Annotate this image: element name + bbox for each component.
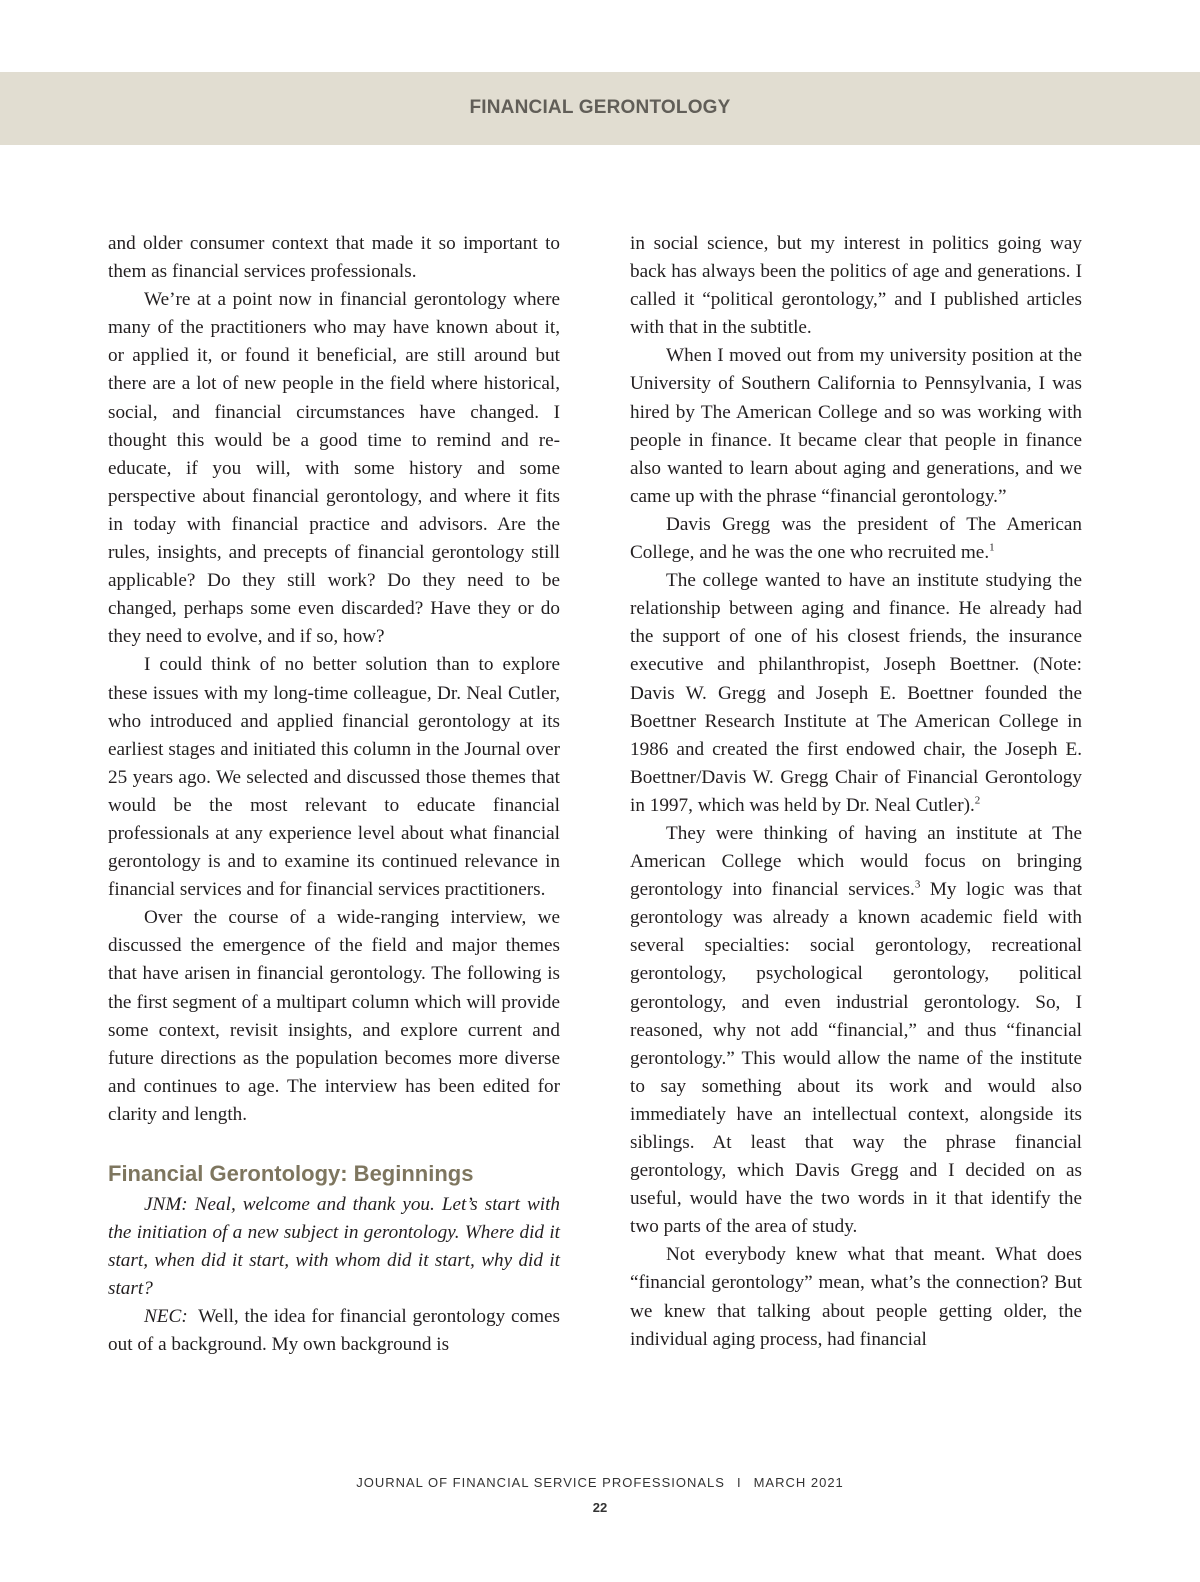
paragraph (630, 567, 1082, 820)
paragraph: and older consumer context that made it so important to them as financial services professionals. (108, 233, 560, 283)
left-column (108, 230, 560, 1360)
answer-text: Well, the idea for financial gerontology comes out of a background. My own background is (108, 1306, 560, 1356)
paragraph: in social science, but my interest in politics going way back has always been the politics of age and generations. I called it “political gerontology,” and I published articles with that in the subtitle. (630, 233, 1082, 339)
running-header: FINANCIAL GERONTOLOGY (469, 97, 731, 118)
paragraph-text: The college wanted to have an institute studying the relationship between aging and finance. He already had the support of one of his closest friends, the insurance executive and philanthropist, Joseph Boettner. (Note: Davis W. Gregg and Joseph E. Boettner founded the Boettner Research Institute at The American College in 1986 and created the first endowed chair, the Joseph E. Boettner/Davis W. Gregg Chair of Financial Gerontology in 1997, which was held by Dr. Neal Cutler). (630, 570, 1082, 816)
footer-separator: I (736, 1475, 742, 1490)
paragraph-text: My logic was that gerontology was already a known academic field with several specialties: social gerontology, recreational gerontology, psychological gerontology, political gerontology, and even industrial gerontology. So, I reasoned, why not add “financial,” and thus “financial gerontology.” This would allow the name of the institute to say something about its work and would also immediately have an intellectual context, alongside its siblings. At least that way the phrase financial gerontology, which Davis Gregg and I decided on as useful, would have the two words in it that identify the two parts of the area of study. (630, 879, 1082, 1238)
paragraph: I could think of no better solution than to explore these issues with my long-time colleague, Dr. Neal Cutler, who introduced and applied financial gerontology at its earliest stages and initiated this column in the Journal over 25 years ago. We selected and discussed those themes that would be the most relevant to educate financial professionals at any experience level about what financial gerontology is and to examine its continued relevance in financial services and for financial services practitioners. (108, 654, 560, 901)
paragraph (630, 511, 1082, 567)
paragraph: When I moved out from my university position at the University of Southern California to Pennsylvania, I was hired by The American College and so was working with people in finance. It became clear that people in finance also wanted to learn about aging and generations, and we came up with the phrase “financial gerontology.” (630, 345, 1082, 507)
interview-answer (108, 1303, 560, 1359)
page-number: 22 (592, 1500, 608, 1515)
footer-journal-line (0, 1475, 1200, 1490)
right-column (630, 230, 1082, 1354)
paragraph (630, 820, 1082, 1241)
paragraph: We’re at a point now in financial gerontology where many of the practitioners who may have known about it, or applied it, or found it beneficial, are still around but there are a lot of new people in the field where historical, social, and financial circumstances have changed. I thought this would be a good time to remind and re-educate, if you will, with some history and some perspective about financial gerontology, and where it fits in today with financial practice and advisors. Are the rules, insights, and precepts of financial gerontology still applicable? Do they still work? Do they need to be changed, perhaps some even discarded? Have they or do they need to evolve, and if so, how? (108, 289, 560, 648)
journal-title: JOURNAL OF FINANCIAL SERVICE PROFESSIONALS (356, 1475, 725, 1490)
paragraph-text: Davis Gregg was the president of The American College, and he was the one who recruited me. (630, 513, 1082, 564)
issue-date: MARCH 2021 (753, 1475, 844, 1490)
section-heading: Financial Gerontology: Beginnings (108, 1161, 474, 1186)
footnote-marker: 2 (974, 794, 981, 807)
footnote-marker: 3 (914, 878, 921, 891)
paragraph: Over the course of a wide-ranging interview, we discussed the emergence of the field and major themes that have arisen in financial gerontology. The following is the first segment of a multipart column which will provide some context, revisit insights, and explore current and future directions as the population becomes more diverse and continues to age. The interview has been edited for clarity and length. (108, 907, 560, 1125)
interview-question: JNM: Neal, welcome and thank you. Let’s start with the initiation of a new subject in gerontology. Where did it start, when did it start, with whom did it start, why did it start? (108, 1194, 560, 1300)
paragraph-text: They were thinking of having an institute at The American College which would focus on bringing gerontology into financial services. (630, 822, 1082, 901)
speaker-label: NEC: (144, 1306, 188, 1328)
footnote-marker: 1 (989, 541, 995, 554)
paragraph: Not everybody knew what that meant. What does “financial gerontology” mean, what’s the connection? But we knew that talking about people getting older, the individual aging process, had financial (630, 1244, 1082, 1350)
